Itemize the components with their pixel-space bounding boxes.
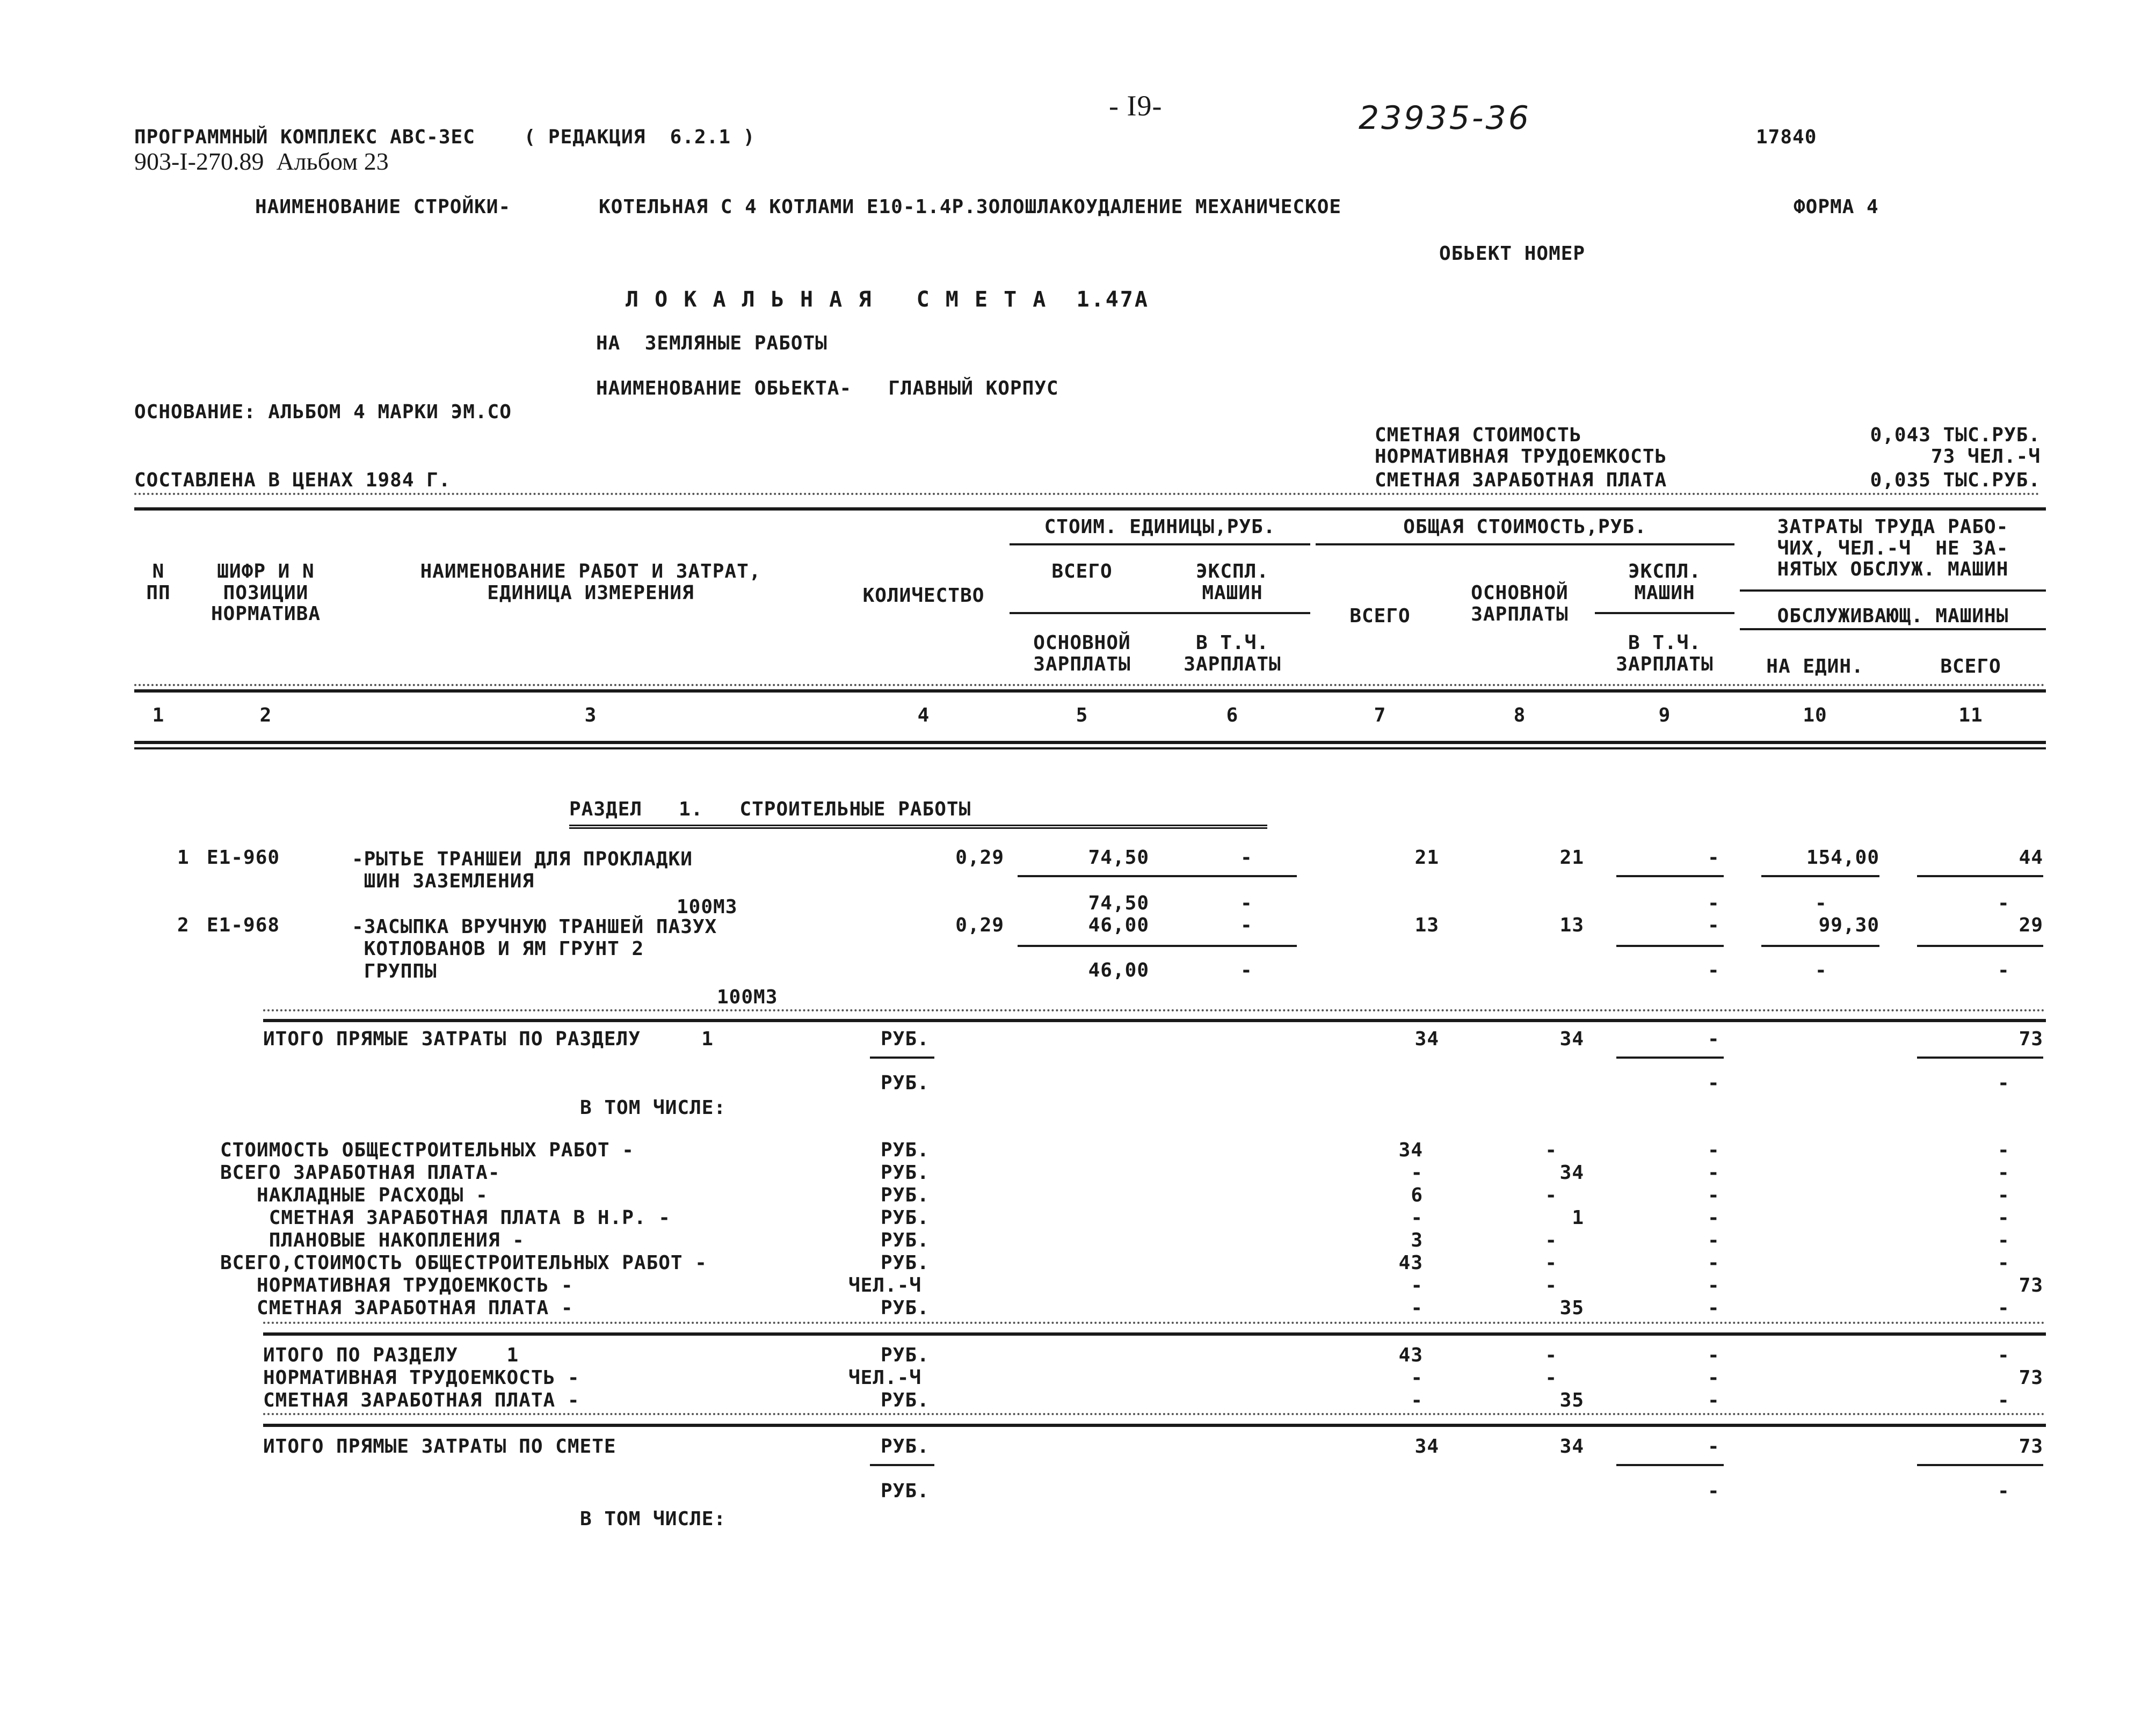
rule-total-cost	[1316, 543, 1734, 545]
estimate-direct-unit2: РУБ.	[881, 1480, 930, 1502]
dotted-rule	[134, 493, 2041, 495]
col-number: 11	[1958, 704, 1983, 726]
breakdown-c7: 34	[1398, 1139, 1423, 1161]
breakdown-c7: -	[1411, 1297, 1423, 1319]
row1-labor-rule	[1761, 875, 1879, 877]
doc-code: 17840	[1756, 126, 1817, 148]
estimate-direct-base-wage: 34	[1559, 1436, 1584, 1458]
breakdown-c9: -	[1708, 1184, 1720, 1206]
section-total-label: ИТОГО ПО РАЗДЕЛУ 1	[263, 1344, 519, 1366]
col-header-labor-serv: ОБСЛУЖИВАЮЩ. МАШИНЫ	[1777, 605, 2009, 627]
row1-unit-mach: -	[1240, 847, 1253, 869]
subtotal-direct-base-wage: 34	[1559, 1028, 1584, 1050]
section-total-c8: -	[1545, 1344, 1557, 1366]
estimate-direct-unit: РУБ.	[881, 1436, 930, 1458]
col-header-unit-total: ВСЕГО	[1051, 560, 1113, 582]
breakdown-c8: -	[1545, 1274, 1557, 1296]
col-header-unit-mach: ЭКСПЛ. МАШИН	[1195, 560, 1269, 604]
row2-unit-mach-wage: -	[1240, 959, 1253, 981]
estimate-direct-mach-wage: -	[1708, 1480, 1720, 1502]
estimate-labor-rule	[1917, 1464, 2043, 1466]
col-number: 7	[1374, 704, 1386, 726]
estimate-direct-total: 34	[1414, 1436, 1439, 1458]
header-bottom-rule	[134, 689, 2046, 693]
row2-labor-rule-2	[1917, 945, 2043, 947]
breakdown-c11: -	[1998, 1184, 2010, 1206]
col-number: 3	[584, 704, 597, 726]
breakdown-unit: РУБ.	[881, 1297, 930, 1319]
object-name: НАИМЕНОВАНИЕ ОБЬЕКТА- ГЛАВНЫЙ КОРПУС	[596, 377, 1059, 399]
row2-unit-rule	[1018, 945, 1297, 947]
breakdown-c8: -	[1545, 1229, 1557, 1251]
col-header-qty: КОЛИЧЕСТВО	[862, 585, 985, 607]
col-header-unit-mach-wage: В Т.Ч. ЗАРПЛАТЫ	[1184, 632, 1281, 675]
col-header-total-cost: ОБЩАЯ СТОИМОСТЬ,РУБ.	[1403, 516, 1647, 538]
subtotal-mach-rule	[1616, 1057, 1724, 1059]
breakdown-label: СМЕТНАЯ ЗАРАБОТНАЯ ПЛАТА -	[220, 1297, 574, 1319]
breakdown-label: ВСЕГО ЗАРАБОТНАЯ ПЛАТА-	[220, 1162, 500, 1184]
breakdown-c9: -	[1708, 1274, 1720, 1296]
table-top-rule	[134, 507, 2046, 511]
row1-serv-total: -	[1998, 892, 2010, 914]
breakdown-unit: РУБ.	[881, 1252, 930, 1274]
summary-value-labor: 73 ЧЕЛ.-Ч	[1930, 446, 2041, 468]
breakdown-label: НОРМАТИВНАЯ ТРУДОЕМКОСТЬ -	[220, 1274, 574, 1296]
section-total-c8: -	[1545, 1367, 1557, 1389]
breakdown-c8: 35	[1559, 1297, 1584, 1319]
rule-unit-cost-2	[1010, 612, 1310, 614]
rule-tc-mach	[1595, 612, 1734, 614]
section-title: РАЗДЕЛ 1. СТРОИТЕЛЬНЫЕ РАБОТЫ	[569, 798, 971, 820]
col-number: 4	[917, 704, 930, 726]
breakdown-c7: 3	[1411, 1229, 1423, 1251]
subtotal-direct-labor: 73	[2019, 1028, 2043, 1050]
col-header-labor-unit: НА ЕДИН.	[1766, 655, 1864, 677]
summary-label-labor: НОРМАТИВНАЯ ТРУДОЕМКОСТЬ	[1375, 446, 1667, 468]
section-total-c11: -	[1998, 1389, 2010, 1411]
row2-base-wage: 13	[1559, 914, 1584, 936]
section-total-unit: РУБ.	[881, 1344, 930, 1366]
object-number: ОБЬЕКТ НОМЕР	[1439, 243, 1586, 265]
row1-mach-rule	[1616, 875, 1724, 877]
row2-code: Е1-968	[207, 914, 280, 936]
breakdown-c7: 6	[1411, 1184, 1423, 1206]
rule-labor-serv	[1740, 628, 2046, 630]
row1-unit-base-wage: 74,50	[1088, 892, 1149, 914]
section-total-unit: РУБ.	[881, 1389, 930, 1411]
row1-unit-total: 74,50	[1088, 847, 1149, 869]
col-header-code: ШИФР И N ПОЗИЦИИ НОРМАТИВА	[210, 560, 321, 625]
col-number: 2	[259, 704, 272, 726]
row1-mach: -	[1708, 847, 1720, 869]
including-label: В ТОМ ЧИСЛЕ:	[580, 1097, 727, 1119]
construction-label: НАИМЕНОВАНИЕ СТРОЙКИ-	[255, 196, 511, 218]
row2-total: 13	[1414, 914, 1439, 936]
breakdown-label: СМЕТНАЯ ЗАРАБОТНАЯ ПЛАТА В Н.Р. -	[220, 1207, 671, 1229]
rule-unit-cost	[1010, 543, 1310, 545]
col-header-n: N ПП	[146, 560, 171, 604]
col-number: 8	[1513, 704, 1526, 726]
estimate-direct-serv: -	[1998, 1480, 2010, 1502]
row1-labor-unit: 154,00	[1806, 847, 1879, 869]
breakdown-c11: -	[1998, 1207, 2010, 1229]
column-numbers-rule-2	[134, 747, 2046, 749]
row2-name: -ЗАСЫПКА ВРУЧНУЮ ТРАНШЕЙ ПАЗУХ КОТЛОВАНОВ И ЯМ ГРУНТ 2 ГРУППЫ	[352, 916, 717, 982]
col-header-labor: ЗАТРАТЫ ТРУДА РАБО- ЧИХ, ЧЕЛ.-Ч НЕ ЗА- НЯТЫХ ОБСЛУЖ. МАШИН	[1777, 516, 2009, 581]
breakdown-c9: -	[1708, 1297, 1720, 1319]
row2-labor-total: 29	[2019, 914, 2043, 936]
breakdown-c11: 73	[2019, 1274, 2043, 1296]
breakdown-c7: -	[1411, 1162, 1423, 1184]
row2-mach: -	[1708, 914, 1720, 936]
subtotal-labor-rule	[1917, 1057, 2043, 1059]
summary-label-cost: СМЕТНАЯ СТОИМОСТЬ	[1375, 424, 1582, 446]
summary-value-cost: 0,043 ТЫС.РУБ.	[1870, 424, 2041, 446]
compiled-line: СОСТАВЛЕНА В ЦЕНАХ 1984 Г.	[134, 469, 451, 491]
row1-n: 1	[177, 847, 190, 869]
dotted-rule	[263, 1009, 2046, 1011]
row2-labor-rule	[1761, 945, 1879, 947]
col-number: 6	[1226, 704, 1239, 726]
col-header-tc-total: ВСЕГО	[1349, 605, 1411, 627]
breakdown-c11: -	[1998, 1297, 2010, 1319]
estimate-mach-rule	[1616, 1464, 1724, 1466]
breakdown-c9: -	[1708, 1162, 1720, 1184]
section-total-c8: 35	[1559, 1389, 1584, 1411]
breakdown-c11: -	[1998, 1139, 2010, 1161]
breakdown-label: СТОИМОСТЬ ОБЩЕСТРОИТЕЛЬНЫХ РАБОТ -	[220, 1139, 634, 1161]
subtotal-direct-mach: -	[1708, 1028, 1720, 1050]
row2-unit-base-wage: 46,00	[1088, 959, 1149, 981]
album-line: 903-I-270.89 Альбом 23	[134, 148, 389, 175]
subtotal-direct-mach-wage: -	[1708, 1072, 1720, 1094]
handwritten-number: 23935-36	[1359, 99, 1531, 137]
row2-unit-total: 46,00	[1088, 914, 1149, 936]
col-header-tc-mach: ЭКСПЛ. МАШИН	[1628, 560, 1702, 604]
col-header-name: НАИМЕНОВАНИЕ РАБОТ И ЗАТРАТ, ЕДИНИЦА ИЗМЕРЕНИЯ	[420, 560, 761, 604]
section-total-c9: -	[1708, 1389, 1720, 1411]
basis-line: ОСНОВАНИЕ: АЛЬБОМ 4 МАРКИ ЭМ.СО	[134, 401, 512, 423]
breakdown-c7: -	[1411, 1207, 1423, 1229]
row1-mach-wage: -	[1708, 892, 1720, 914]
section-total-c7: -	[1411, 1367, 1423, 1389]
row1-unit-rule	[1018, 875, 1297, 877]
row2-serv-unit: -	[1815, 959, 1827, 981]
section-total-c11: 73	[2019, 1367, 2043, 1389]
estimate-direct-mach: -	[1708, 1436, 1720, 1458]
section-underline	[569, 825, 1267, 829]
breakdown-c7: -	[1411, 1274, 1423, 1296]
document-title: Л О К А Л Ь Н А Я С М Е Т А 1.47А	[626, 287, 1149, 312]
breakdown-label: НАКЛАДНЫЕ РАСХОДЫ -	[220, 1184, 488, 1206]
row1-base-wage: 21	[1559, 847, 1584, 869]
col-number: 1	[152, 704, 165, 726]
program-line: ПРОГРАММНЫЙ КОМПЛЕКС АВС-3ЕС ( РЕДАКЦИЯ 6.2.1 )	[134, 126, 756, 148]
breakdown-unit: РУБ.	[881, 1207, 930, 1229]
subtotal-direct-unit: РУБ.	[881, 1028, 930, 1050]
col-header-labor-total: ВСЕГО	[1940, 655, 2001, 677]
header-dotted-rule	[134, 684, 2046, 686]
section-total-label: СМЕТНАЯ ЗАРАБОТНАЯ ПЛАТА -	[263, 1389, 580, 1411]
breakdown-unit: РУБ.	[881, 1184, 930, 1206]
including-label-2: В ТОМ ЧИСЛЕ:	[580, 1508, 727, 1530]
subtotal-direct-label: ИТОГО ПРЯМЫЕ ЗАТРАТЫ ПО РАЗДЕЛУ 1	[263, 1028, 714, 1050]
breakdown-c9: -	[1708, 1139, 1720, 1161]
col-number: 10	[1803, 704, 1827, 726]
section-total-bottom-rule	[263, 1424, 2046, 1427]
row2-labor-unit: 99,30	[1818, 914, 1879, 936]
breakdown-c7: 43	[1398, 1252, 1423, 1274]
col-header-tc-mach-wage: В Т.Ч. ЗАРПЛАТЫ	[1616, 632, 1714, 675]
section-total-c11: -	[1998, 1344, 2010, 1366]
breakdown-unit: РУБ.	[881, 1229, 930, 1251]
document-subtitle: НА ЗЕМЛЯНЫЕ РАБОТЫ	[596, 332, 827, 354]
subtotal-direct-serv: -	[1998, 1072, 2010, 1094]
section-total-label: НОРМАТИВНАЯ ТРУДОЕМКОСТЬ -	[263, 1367, 580, 1389]
section-total-c7: 43	[1398, 1344, 1423, 1366]
row1-qty: 0,29	[955, 847, 1004, 869]
breakdown-unit: РУБ.	[881, 1162, 930, 1184]
row1-unit: 100М3	[677, 896, 738, 918]
page-number: - I9-	[1109, 90, 1163, 122]
form-number: ФОРМА 4	[1794, 196, 1879, 218]
col-header-unit-cost: СТОИМ. ЕДИНИЦЫ,РУБ.	[1044, 516, 1276, 538]
row1-total: 21	[1414, 847, 1439, 869]
breakdown-c11: -	[1998, 1162, 2010, 1184]
section-rows-rule	[263, 1019, 2046, 1022]
section-total-c9: -	[1708, 1367, 1720, 1389]
breakdown-label: ПЛАНОВЫЕ НАКОПЛЕНИЯ -	[220, 1229, 525, 1251]
row2-unit: 100М3	[717, 986, 778, 1008]
subtotal-direct-total: 34	[1414, 1028, 1439, 1050]
estimate-direct-label: ИТОГО ПРЯМЫЕ ЗАТРАТЫ ПО СМЕТЕ	[263, 1436, 616, 1458]
breakdown-c8: 1	[1572, 1207, 1584, 1229]
summary-value-wage: 0,035 ТЫС.РУБ.	[1870, 469, 2041, 491]
section-total-c9: -	[1708, 1344, 1720, 1366]
dotted-rule	[263, 1322, 2046, 1324]
col-number: 5	[1076, 704, 1088, 726]
breakdown-c8: 34	[1559, 1162, 1584, 1184]
row2-serv-total: -	[1998, 959, 2010, 981]
row2-n: 2	[177, 914, 190, 936]
subtotal-direct-unit2: РУБ.	[881, 1072, 930, 1094]
row1-labor-rule-2	[1917, 875, 2043, 877]
row1-serv-unit: -	[1815, 892, 1827, 914]
row2-unit-mach: -	[1240, 914, 1253, 936]
breakdown-c11: -	[1998, 1229, 2010, 1251]
summary-label-wage: СМЕТНАЯ ЗАРАБОТНАЯ ПЛАТА	[1375, 469, 1667, 491]
breakdown-c9: -	[1708, 1207, 1720, 1229]
construction-value: КОТЕЛЬНАЯ С 4 КОТЛАМИ Е10-1.4Р.ЗОЛОШЛАКОУДАЛЕНИЕ МЕХАНИЧЕСКОЕ	[599, 196, 1342, 218]
column-numbers-rule	[134, 741, 2046, 744]
breakdown-unit: РУБ.	[881, 1139, 930, 1161]
estimate-unit-rule	[870, 1464, 934, 1466]
breakdown-unit: ЧЕЛ.-Ч	[848, 1274, 922, 1296]
row2-qty: 0,29	[955, 914, 1004, 936]
breakdown-c8: -	[1545, 1252, 1557, 1274]
breakdown-c9: -	[1708, 1252, 1720, 1274]
section-total-unit: ЧЕЛ.-Ч	[848, 1367, 922, 1389]
breakdown-c8: -	[1545, 1184, 1557, 1206]
estimate-direct-labor: 73	[2019, 1436, 2043, 1458]
row2-mach-rule	[1616, 945, 1724, 947]
col-number: 9	[1658, 704, 1671, 726]
dotted-rule	[263, 1413, 2046, 1415]
row2-mach-wage: -	[1708, 959, 1720, 981]
rule-labor	[1740, 589, 2046, 592]
row1-unit-mach-wage: -	[1240, 892, 1253, 914]
breakdown-label: ВСЕГО,СТОИМОСТЬ ОБЩЕСТРОИТЕЛЬНЫХ РАБОТ -	[220, 1252, 707, 1274]
breakdown-c11: -	[1998, 1252, 2010, 1274]
row1-name: -РЫТЬЕ ТРАНШЕИ ДЛЯ ПРОКЛАДКИ ШИН ЗАЗЕМЛЕНИЯ	[352, 848, 693, 893]
row1-labor-total: 44	[2019, 847, 2043, 869]
breakdown-bottom-rule	[263, 1332, 2046, 1336]
subtotal-unit-rule	[870, 1057, 934, 1059]
section-total-c7: -	[1411, 1389, 1423, 1411]
row1-code: Е1-960	[207, 847, 280, 869]
col-header-unit-base-wage: ОСНОВНОЙ ЗАРПЛАТЫ	[1033, 632, 1131, 675]
col-header-tc-base-wage: ОСНОВНОЙ ЗАРПЛАТЫ	[1471, 582, 1569, 625]
breakdown-c9: -	[1708, 1229, 1720, 1251]
breakdown-c8: -	[1545, 1139, 1557, 1161]
